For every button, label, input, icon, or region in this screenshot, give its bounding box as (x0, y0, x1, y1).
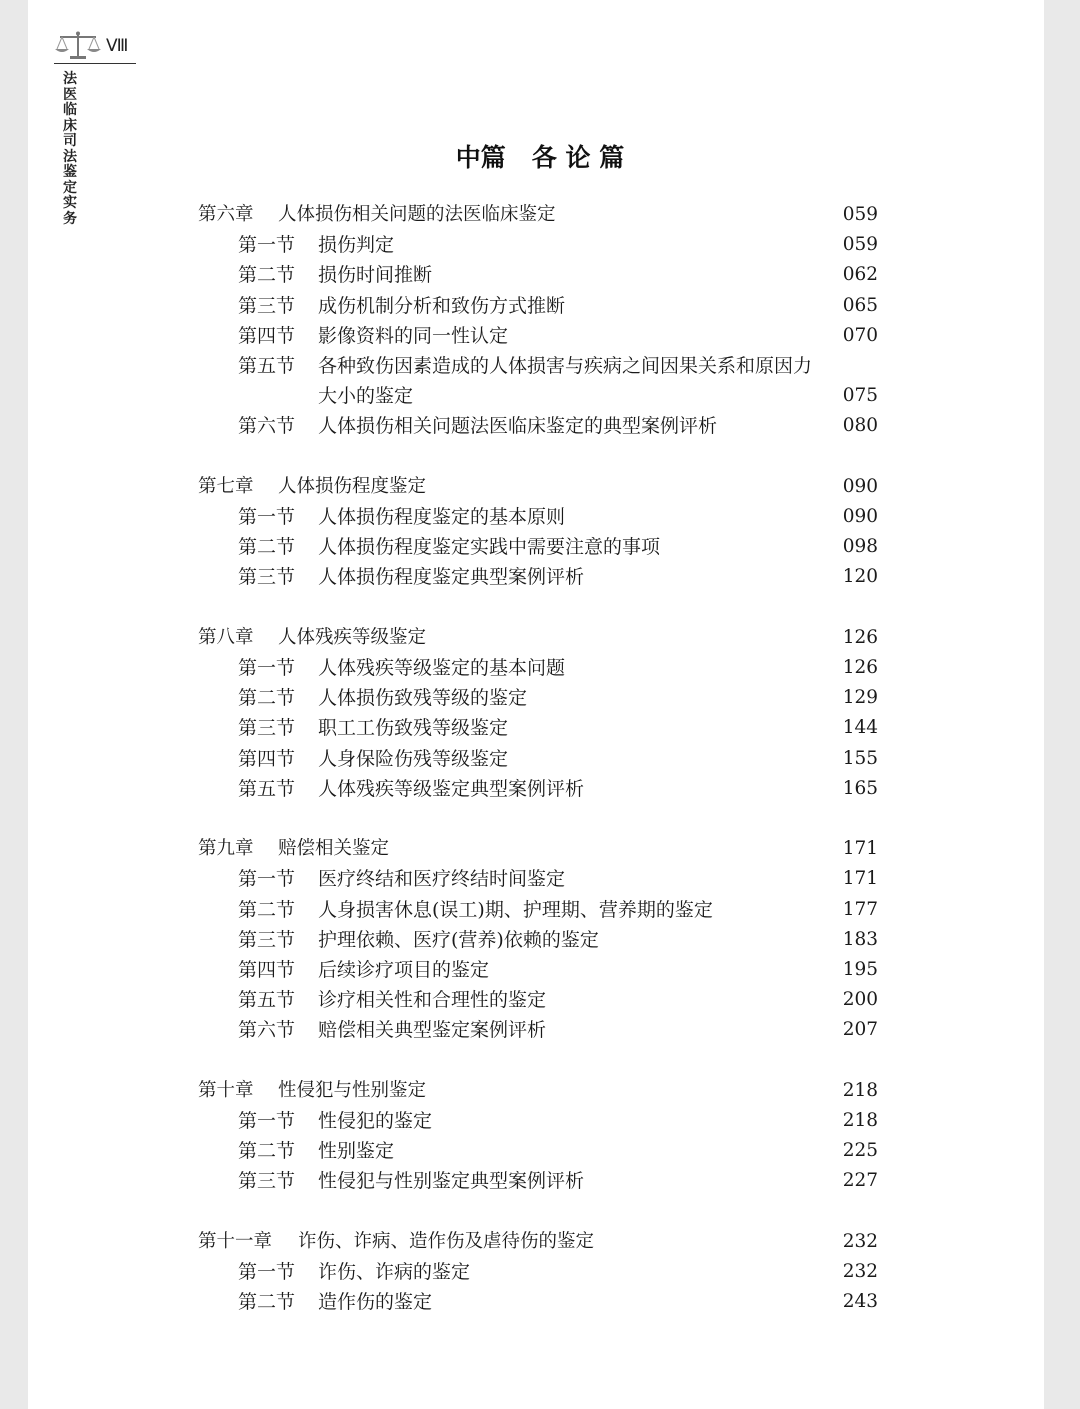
section-title: 后续诊疗项目的鉴定 (318, 959, 490, 981)
toc-section-row[interactable] (198, 653, 878, 683)
section-page-number: 080 (842, 415, 878, 437)
section-title: 人身保险伤残等级鉴定 (318, 747, 509, 770)
section-number: 第一节 (238, 868, 296, 891)
section-page-number: 129 (842, 687, 878, 709)
toc-section-row[interactable] (198, 895, 878, 925)
section-page-number: 195 (842, 959, 878, 980)
section-number: 第一节 (238, 1110, 296, 1132)
toc-section-row[interactable] (198, 1106, 878, 1136)
side-title-char: 定 (63, 179, 77, 196)
section-number: 第五节 (238, 355, 296, 377)
section-number: 第四节 (238, 747, 296, 770)
chapter-title: 人体残疾等级鉴定 (278, 626, 427, 648)
page-number: Ⅷ (106, 36, 128, 56)
section-page-number: 171 (842, 868, 878, 890)
toc-section-row[interactable] (198, 532, 878, 562)
section-page-number: 165 (842, 777, 878, 799)
section-page-number: 232 (842, 1261, 878, 1282)
section-title: 性侵犯的鉴定 (318, 1110, 433, 1132)
section-title: 各种致伤因素造成的人体损害与疾病之间因果关系和原因力 (318, 355, 813, 377)
side-title-char: 临 (63, 102, 77, 118)
section-number: 第一节 (238, 657, 296, 679)
part-title-main: 各 论 篇 (531, 143, 625, 172)
toc-section-row[interactable] (198, 1257, 878, 1287)
section-number: 第二节 (238, 898, 296, 921)
side-title-char: 法 (63, 148, 77, 165)
section-number: 第三节 (238, 1170, 296, 1193)
chapter-title: 赔偿相关鉴定 (278, 838, 390, 860)
section-number: 第三节 (238, 566, 296, 589)
section-title: 人体残疾等级鉴定典型案例评析 (318, 777, 585, 800)
section-page-number: 065 (842, 294, 878, 316)
section-title: 人体损伤程度鉴定典型案例评析 (318, 566, 585, 589)
section-number: 第六节 (238, 415, 296, 438)
section-title: 人体损伤致残等级的鉴定 (318, 687, 528, 710)
chapter-page-number: 126 (842, 626, 878, 648)
section-number: 第一节 (238, 506, 296, 528)
side-title-char: 医 (63, 86, 77, 103)
chapter-number: 第六章 (198, 204, 254, 225)
toc-section-row[interactable] (198, 260, 878, 290)
section-number: 第二节 (238, 1291, 296, 1314)
chapter-page-number: 232 (842, 1230, 878, 1252)
section-title: 赔偿相关典型鉴定案例评析 (318, 1019, 547, 1042)
section-number: 第三节 (238, 717, 296, 740)
toc-section-row[interactable] (198, 1287, 878, 1317)
section-page-number: 126 (842, 657, 878, 678)
section-number: 第三节 (238, 294, 296, 317)
section-page-number: 062 (842, 264, 878, 286)
section-title: 职工工伤致残等级鉴定 (318, 717, 509, 740)
toc-section-row[interactable] (198, 744, 878, 774)
toc-section-row[interactable] (198, 774, 878, 804)
toc-section-row[interactable] (198, 351, 878, 411)
section-title: 护理依赖、医疗(营养)依赖的鉴定 (318, 928, 599, 951)
toc-chapter-row[interactable] (198, 200, 878, 230)
section-title: 诈伤、诈病的鉴定 (318, 1261, 471, 1283)
chapter-title: 性侵犯与性别鉴定 (278, 1079, 427, 1101)
toc-section-row[interactable] (198, 562, 878, 592)
side-title-char: 法 (63, 71, 77, 87)
section-number: 第五节 (238, 777, 296, 800)
section-page-number: 075 (842, 385, 878, 407)
section-page-number: 227 (842, 1170, 878, 1192)
section-page-number: 183 (842, 928, 878, 950)
section-page-number: 144 (842, 717, 878, 739)
chapter-page-number: 059 (842, 204, 878, 225)
side-title-char: 鉴 (63, 164, 77, 180)
part-title (0, 138, 1080, 174)
section-title: 性侵犯与性别鉴定典型案例评析 (318, 1170, 585, 1193)
section-page-number: 218 (842, 1110, 878, 1131)
side-title-char: 务 (63, 210, 77, 227)
section-number: 第二节 (238, 264, 296, 287)
side-title-char: 司 (63, 133, 77, 149)
chapter-number: 第八章 (198, 626, 254, 648)
toc-chapter-row[interactable] (198, 623, 878, 653)
side-title-char: 实 (63, 195, 77, 211)
section-title: 人体残疾等级鉴定的基本问题 (318, 657, 566, 679)
toc-section-row[interactable] (198, 230, 878, 260)
running-header (54, 30, 136, 64)
section-number: 第四节 (238, 959, 296, 981)
toc-section-row[interactable] (198, 411, 878, 441)
section-page-number: 225 (842, 1140, 878, 1162)
section-number: 第二节 (238, 1140, 296, 1163)
chapter-page-number: 171 (842, 838, 878, 860)
toc-chapter-row[interactable] (198, 472, 878, 502)
section-title: 人体损伤程度鉴定实践中需要注意的事项 (318, 536, 661, 559)
section-number: 第六节 (238, 1019, 296, 1042)
toc-section-row[interactable] (198, 502, 878, 532)
toc-section-row[interactable] (198, 321, 878, 351)
chapter-number: 第十一章 (198, 1230, 273, 1252)
section-title: 人身损害休息(误工)期、护理期、营养期的鉴定 (318, 898, 713, 921)
toc-section-row[interactable] (198, 955, 878, 985)
toc-section-row[interactable] (198, 1166, 878, 1196)
section-number: 第一节 (238, 1261, 296, 1283)
chapter-title: 人体损伤相关问题的法医临床鉴定 (278, 204, 556, 225)
toc-section-row[interactable] (198, 1015, 878, 1045)
header-rule (54, 63, 136, 64)
section-page-number: 243 (842, 1291, 878, 1313)
section-page-number: 120 (842, 566, 878, 588)
section-number: 第一节 (238, 234, 296, 257)
toc-section-row[interactable] (198, 864, 878, 894)
section-title-continued: 大小的鉴定 (318, 385, 414, 407)
section-page-number: 090 (842, 506, 878, 527)
section-number: 第二节 (238, 536, 296, 559)
toc-chapter-row[interactable] (198, 1227, 878, 1257)
toc-section-row[interactable] (198, 713, 878, 743)
toc-chapter-row[interactable] (198, 834, 878, 864)
section-page-number: 177 (842, 898, 878, 920)
section-title: 人体损伤程度鉴定的基本原则 (318, 506, 566, 528)
chapter-number: 第九章 (198, 838, 254, 860)
section-number: 第二节 (238, 687, 296, 710)
chapter-page-number: 218 (842, 1079, 878, 1101)
chapter-title: 人体损伤程度鉴定 (278, 475, 427, 497)
section-title: 诊疗相关性和合理性的鉴定 (318, 989, 547, 1012)
section-title: 影像资料的同一性认定 (318, 324, 509, 347)
chapter-number: 第十章 (198, 1079, 254, 1101)
toc-section-row[interactable] (198, 1136, 878, 1166)
toc-section-row[interactable] (198, 291, 878, 321)
scales-of-justice-icon (54, 30, 102, 62)
section-title: 成伤机制分析和致伤方式推断 (318, 294, 566, 317)
chapter-page-number: 090 (842, 475, 878, 497)
section-title: 性别鉴定 (318, 1140, 395, 1163)
part-title-prefix: 中篇 (455, 143, 506, 172)
section-page-number: 200 (842, 989, 878, 1011)
toc-section-row[interactable] (198, 985, 878, 1015)
section-page-number: 207 (842, 1019, 878, 1041)
section-page-number: 155 (842, 747, 878, 769)
section-page-number: 098 (842, 536, 878, 558)
section-page-number: 070 (842, 324, 878, 346)
section-title: 医疗终结和医疗终结时间鉴定 (318, 868, 566, 891)
chapter-number: 第七章 (198, 475, 254, 497)
section-title: 损伤判定 (318, 234, 395, 257)
section-title: 人体损伤相关问题法医临床鉴定的典型案例评析 (318, 415, 718, 438)
chapter-title: 诈伤、诈病、造作伤及虐待伤的鉴定 (298, 1230, 595, 1252)
section-title: 造作伤的鉴定 (318, 1291, 433, 1314)
side-title-char: 床 (63, 117, 77, 134)
toc-chapter-row[interactable] (198, 1076, 878, 1106)
section-number: 第四节 (238, 324, 296, 347)
toc-section-row[interactable] (198, 683, 878, 713)
section-number: 第三节 (238, 928, 296, 951)
toc-section-row[interactable] (198, 925, 878, 955)
section-title: 损伤时间推断 (318, 264, 433, 287)
section-page-number: 059 (842, 234, 878, 256)
section-number: 第五节 (238, 989, 296, 1012)
